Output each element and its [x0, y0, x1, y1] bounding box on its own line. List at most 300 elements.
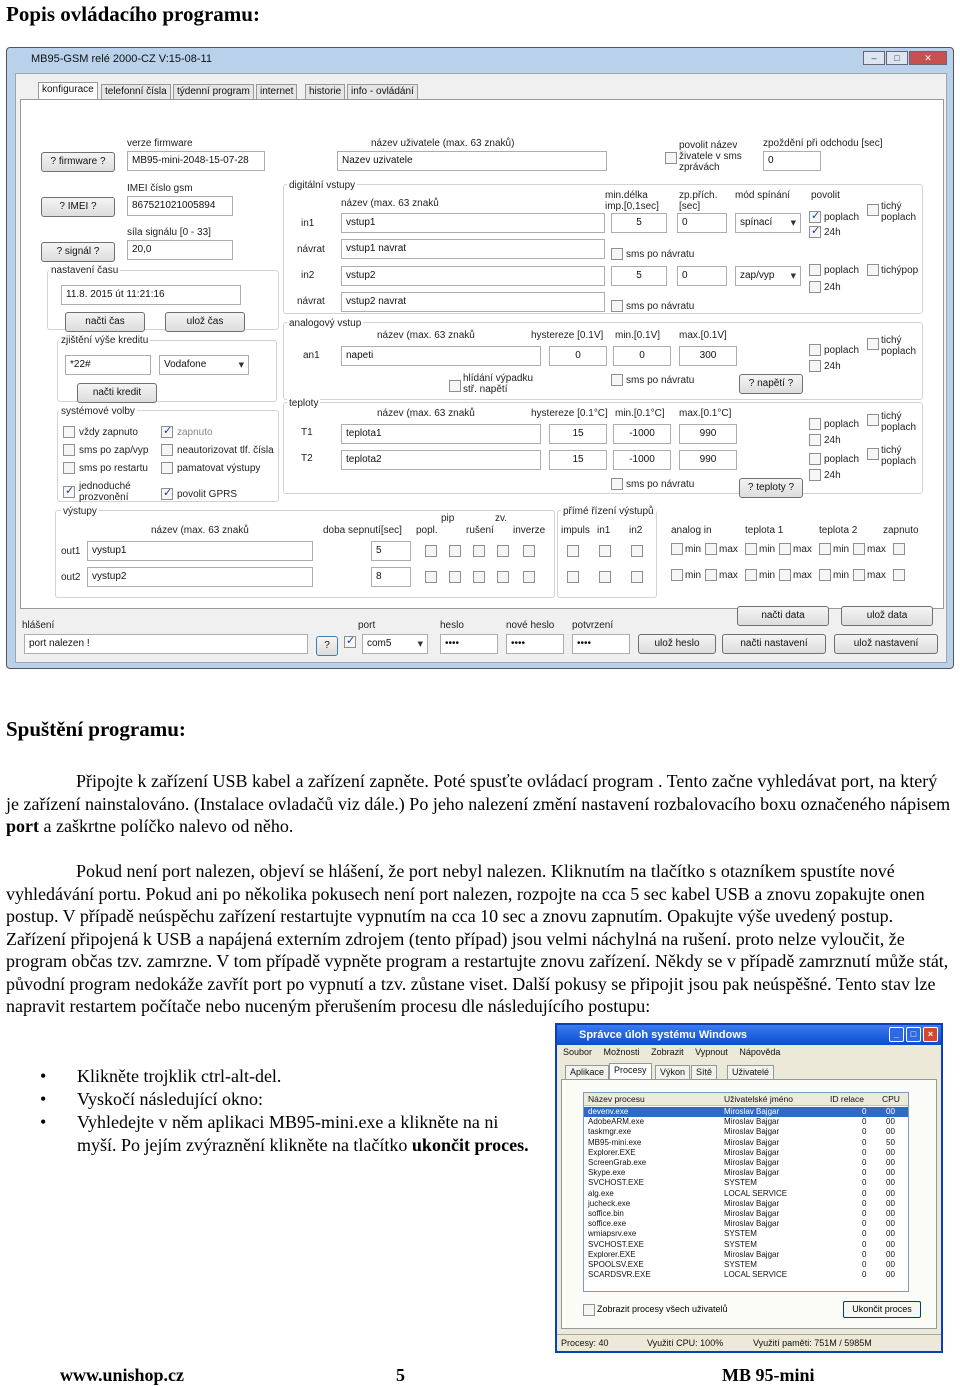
in1-mode-dropdown[interactable]: spínací ▼	[735, 213, 801, 233]
read-data-button[interactable]: načti data	[737, 606, 829, 626]
tab-processes[interactable]: Procesy	[609, 1063, 652, 1080]
user-name-cell: Miroslav Bajgar	[724, 1147, 780, 1157]
out2-t2-max-label: max	[867, 570, 886, 581]
user-name-cell: SYSTEM	[724, 1239, 757, 1249]
cpu-cell: 00	[886, 1188, 895, 1198]
temperature-label: teploty	[289, 398, 319, 409]
user-name-cell: Miroslav Bajgar	[724, 1219, 780, 1229]
process-list[interactable]	[583, 1092, 909, 1292]
label-gprs: povolit GPRS	[177, 489, 238, 500]
outputs-col-popl: popl.	[416, 525, 438, 536]
out2-impulse-checkbox[interactable]	[567, 571, 579, 583]
out2-pulse-field[interactable]: 8	[371, 567, 411, 587]
user-name-cell: Miroslav Bajgar	[724, 1107, 780, 1116]
show-all-users-checkbox[interactable]	[583, 1304, 595, 1316]
outputs-name-header: název (max. 63 znaků	[151, 525, 249, 536]
t2-max-field[interactable]: 990	[679, 450, 737, 470]
confirm-password-field[interactable]: ••••	[572, 634, 630, 654]
switch-on-header: zapnuto	[883, 525, 919, 536]
save-data-button[interactable]: ulož data	[841, 606, 933, 626]
new-password-field[interactable]: ••••	[506, 634, 564, 654]
menu-item-file[interactable]: Soubor	[563, 1047, 593, 1057]
out1-invert-checkbox[interactable]	[523, 545, 535, 557]
cpu-cell: 50	[886, 1137, 895, 1147]
minimize-icon[interactable]: –	[863, 51, 885, 65]
tab-konfigurace[interactable]: konfigurace	[38, 82, 98, 100]
paragraph-connect-a: Připojte k zařízení USB kabel a zařízení zapněte. Poté spusťte ovládací program . Tento začne vyhledávat port, na který je zařízení nainstalováno. (Instalace ovladačů viz dále.) Po jeho nalezení změní nastavení rozbalovacího boxu označeného nápisem	[6, 771, 951, 814]
out1-t1-max-checkbox[interactable]	[779, 543, 791, 555]
table-row[interactable]	[584, 1148, 908, 1158]
outputs-col-invert: inverze	[513, 525, 546, 536]
tab-info-ovladani[interactable]: info - ovládání	[347, 84, 418, 100]
an1-name-field[interactable]: napeti	[341, 346, 541, 366]
in2-alarm-label: poplach	[824, 265, 860, 276]
close-icon[interactable]: ×	[923, 1027, 938, 1042]
outputs-label: výstupy	[63, 506, 97, 517]
session-id-cell: 0	[862, 1188, 867, 1198]
analog-input-label: analogový vstup	[289, 318, 362, 329]
in1-alarm-label: poplach	[824, 212, 860, 223]
label-on: zapnuto	[177, 427, 213, 438]
table-row[interactable]	[584, 1240, 908, 1250]
session-id-cell: 0	[862, 1147, 867, 1157]
user-name-label: název uživatele (max. 63 znaků)	[371, 138, 515, 149]
in1-sms-return-checkbox[interactable]	[611, 248, 623, 260]
paragraph-connect	[6, 770, 954, 838]
out1-on-checkbox[interactable]	[893, 543, 905, 555]
an1-label: an1	[303, 350, 320, 361]
menu-item-view[interactable]: Zobrazit	[651, 1047, 684, 1057]
imei-field[interactable]: 867521021005894	[127, 196, 233, 216]
in1-min-field[interactable]: 5	[611, 213, 667, 233]
section-heading-start: Spuštění programu:	[6, 717, 186, 741]
status-field: port nalezen !	[24, 634, 308, 654]
user-name-cell: Miroslav Bajgar	[724, 1249, 780, 1259]
firmware-label: verze firmware	[127, 138, 193, 149]
operator-dropdown[interactable]: Vodafone ▼	[159, 355, 249, 375]
password-field[interactable]: ••••	[440, 634, 498, 654]
close-icon[interactable]: ✕	[909, 51, 947, 65]
read-settings-button[interactable]: načti nastavení	[722, 634, 826, 654]
process-name-cell: wmiapsrv.exe	[588, 1229, 637, 1239]
out2-t2-max-checkbox[interactable]	[853, 569, 865, 581]
menu-item-options[interactable]: Možnosti	[603, 1047, 640, 1057]
out1-t2-min-label: min	[833, 544, 850, 555]
an1-24h-checkbox[interactable]	[809, 360, 821, 372]
out2-analog-min-label: min	[685, 570, 702, 581]
status-label: hlášení	[22, 620, 55, 631]
out2-analog-max-label: max	[719, 570, 738, 581]
credit-code-field[interactable]: *22#	[65, 355, 151, 375]
list-item-bold: ukončit proces.	[411, 1135, 529, 1155]
checkbox-sms-restart[interactable]	[63, 462, 75, 474]
col-user-name[interactable]: Uživatelské jméno	[724, 1094, 793, 1104]
label-remember-outputs: pamatovat výstupy	[177, 463, 261, 474]
t2-alarm-checkbox[interactable]	[809, 453, 821, 465]
in2-delay-field[interactable]: 0	[677, 266, 727, 286]
out1-analog-min-checkbox[interactable]	[671, 543, 683, 555]
permit-user-name-label: povolit název živatele v sms zprávách	[679, 140, 742, 173]
save-password-button[interactable]: ulož heslo	[638, 634, 716, 654]
checkbox-sms-on-off[interactable]	[63, 444, 75, 456]
minimize-icon[interactable]: _	[889, 1027, 904, 1042]
out1-t1-min-label: min	[759, 544, 776, 555]
table-row[interactable]	[584, 1127, 908, 1137]
cpu-cell: 00	[886, 1249, 895, 1259]
out1-analog-max-label: max	[719, 544, 738, 555]
delay-label: zpoždění při odchodu [sec]	[763, 138, 883, 149]
out2-noise-checkbox[interactable]	[473, 571, 485, 583]
cpu-cell: 00	[886, 1158, 895, 1167]
user-name-cell: Miroslav Bajgar	[724, 1158, 780, 1167]
in2-min-field[interactable]: 5	[611, 266, 667, 286]
user-name-cell: LOCAL SERVICE	[724, 1188, 788, 1198]
direct-col-in1: in1	[597, 525, 611, 536]
table-row[interactable]	[584, 1178, 908, 1188]
save-time-button[interactable]: ulož čas	[165, 312, 245, 332]
session-id-cell: 0	[862, 1127, 867, 1137]
cpu-cell: 00	[886, 1117, 895, 1127]
t1-24h-checkbox[interactable]	[809, 434, 821, 446]
temp1-header: teplota 1	[745, 525, 784, 536]
out2-t1-min-checkbox[interactable]	[745, 569, 757, 581]
out1-pulse-field[interactable]: 5	[371, 541, 411, 561]
password-label: heslo	[440, 620, 464, 631]
label-simple-ring: jednoduché prozvonění	[79, 481, 131, 503]
in2-label: in2	[301, 270, 315, 281]
footer-product: MB 95-mini	[722, 1365, 815, 1385]
checkbox-gprs[interactable]	[161, 488, 173, 500]
an1-min-field[interactable]: 0	[613, 346, 671, 366]
outputs-col-pip: pip	[441, 513, 455, 524]
t2-silent-label: tichý poplach	[881, 445, 917, 467]
t2-24h-checkbox[interactable]	[809, 469, 821, 481]
t1-label: T1	[301, 427, 313, 438]
label-always-on: vždy zapnuto	[79, 427, 138, 438]
out2-analog-min-checkbox[interactable]	[671, 569, 683, 581]
t1-silent-checkbox[interactable]	[867, 414, 879, 426]
voltage-drop-checkbox[interactable]	[449, 380, 461, 392]
process-name-cell: Skype.exe	[588, 1168, 626, 1178]
out2-name-field[interactable]: vystup2	[87, 567, 313, 587]
col-session-id[interactable]: ID relace	[830, 1094, 865, 1104]
digital-name-header: název (max. 63 znaků	[341, 198, 439, 209]
in2-sms-return-checkbox[interactable]	[611, 300, 623, 312]
tab-telefonni-cisla[interactable]: telefonní čísla	[101, 84, 171, 100]
out2-analog-max-checkbox[interactable]	[705, 569, 717, 581]
table-row[interactable]	[584, 1117, 908, 1127]
out2-zv-checkbox[interactable]	[497, 571, 509, 583]
process-name-cell: MB95-mini.exe	[588, 1137, 642, 1147]
temp-sms-return-checkbox[interactable]	[611, 478, 623, 490]
session-id-cell: 0	[862, 1158, 867, 1167]
out1-analog-min-label: min	[685, 544, 702, 555]
session-id-cell: 0	[862, 1137, 867, 1147]
table-row[interactable]	[584, 1158, 908, 1168]
cpu-cell: 00	[886, 1168, 895, 1178]
table-row[interactable]	[584, 1229, 908, 1239]
process-name-cell: ScreenGrab.exe	[588, 1158, 647, 1167]
menu-item-shutdown[interactable]: Vypnout	[695, 1047, 728, 1057]
confirm-password-label: potvrzení	[572, 620, 614, 631]
process-name-cell: jucheck.exe	[588, 1198, 631, 1208]
t2-name-field[interactable]: teplota2	[341, 450, 541, 470]
an1-alarm-label: poplach	[824, 345, 860, 356]
user-name-cell: Miroslav Bajgar	[724, 1137, 780, 1147]
table-row[interactable]	[584, 1219, 908, 1229]
t1-hyst-field[interactable]: 15	[549, 424, 607, 444]
steps-list	[40, 1065, 540, 1157]
an1-alarm-checkbox[interactable]	[809, 344, 821, 356]
out2-in1-checkbox[interactable]	[599, 571, 611, 583]
out2-alarm-checkbox[interactable]	[425, 571, 437, 583]
in1-24h-checkbox[interactable]	[809, 226, 821, 238]
out2-t1-max-label: max	[793, 570, 812, 581]
voltage-button[interactable]: ? napětí ?	[739, 374, 803, 394]
list-item-text: Vyhledejte v něm aplikaci MB95-mini.exe a klikněte na ni myší. Po jejím zvýraznění klikněte na tlačítko	[77, 1112, 499, 1155]
table-row[interactable]	[584, 1107, 908, 1117]
out1-in2-checkbox[interactable]	[631, 545, 643, 557]
user-name-cell: Miroslav Bajgar	[724, 1168, 780, 1178]
in1-delay-field[interactable]: 0	[677, 213, 727, 233]
t2-silent-checkbox[interactable]	[867, 448, 879, 460]
in2-silent-checkbox[interactable]	[867, 264, 879, 276]
footer-website: www.unishop.cz	[60, 1365, 185, 1385]
cpu-cell: 00	[886, 1260, 895, 1269]
col-process-name[interactable]: Název procesu	[588, 1094, 645, 1104]
firmware-field[interactable]: MB95-mini-2048-15-07-28	[127, 151, 265, 171]
out2-t2-min-checkbox[interactable]	[819, 569, 831, 581]
session-id-cell: 0	[862, 1168, 867, 1178]
out1-t2-max-label: max	[867, 544, 886, 555]
system-options-label: systémové volby	[61, 406, 135, 417]
table-row[interactable]	[584, 1260, 908, 1270]
user-name-cell: Miroslav Bajgar	[724, 1117, 780, 1127]
analog-hyst-header: hystereze [0.1V]	[531, 330, 604, 341]
t1-min-field[interactable]: -1000	[613, 424, 671, 444]
in2-mode-dropdown[interactable]: zap/vyp ▼	[735, 266, 801, 286]
out1-t2-min-checkbox[interactable]	[819, 543, 831, 555]
checkbox-remember-outputs[interactable]	[161, 462, 173, 474]
temp-sms-return-label: sms po návratu	[626, 479, 695, 490]
col-cpu[interactable]: CPU	[882, 1094, 900, 1104]
new-password-label: nové heslo	[506, 620, 555, 631]
read-time-button[interactable]: načti čas	[65, 312, 145, 332]
table-row[interactable]	[584, 1250, 908, 1260]
in2-return-field[interactable]: vstup2 navrat	[341, 292, 605, 312]
in2-name-field[interactable]: vstup2	[341, 266, 605, 286]
out1-analog-max-checkbox[interactable]	[705, 543, 717, 555]
out1-label: out1	[61, 546, 81, 557]
out2-invert-checkbox[interactable]	[523, 571, 535, 583]
tab-historie[interactable]: historie	[305, 84, 345, 100]
table-row[interactable]	[584, 1209, 908, 1219]
direct-col-impulse: impuls	[561, 525, 590, 536]
tab-applications[interactable]: Aplikace	[565, 1065, 609, 1080]
task-manager-menu	[563, 1047, 789, 1057]
read-credit-button[interactable]: načti kredit	[77, 383, 157, 403]
footer-page-number: 5	[396, 1365, 405, 1385]
digital-minlen-header: min.délka imp.[0,1sec]	[605, 190, 659, 212]
outputs-pulse-header: doba sepnutí[sec]	[323, 525, 402, 536]
out1-zv-checkbox[interactable]	[497, 545, 509, 557]
in2-24h-checkbox[interactable]	[809, 281, 821, 293]
t1-alarm-label: poplach	[824, 419, 860, 430]
t2-label: T2	[301, 453, 313, 464]
outputs-col-noise: rušení	[466, 525, 494, 536]
out1-in1-checkbox[interactable]	[599, 545, 611, 557]
in1-24h-label: 24h	[824, 227, 841, 238]
checkbox-permit-user-name[interactable]	[665, 152, 677, 164]
in1-alarm-checkbox[interactable]	[809, 211, 821, 223]
out1-alarm-checkbox[interactable]	[425, 545, 437, 557]
port-checkbox[interactable]	[344, 636, 356, 648]
session-id-cell: 0	[862, 1249, 867, 1259]
out1-pip-checkbox[interactable]	[449, 545, 461, 557]
paragraph-port-not-found: Pokud není port nalezen, objeví se hlášení, že port nebyl nalezen. Kliknutím na tlačítko s otazníkem spustíte nové vyhledávání portu. Pokud ani po několika pokusech není port nalezen, rozpojte na cca 5 sec kabel USB a znovu zopakujte onen postup. V případě neúspěchu zařízení restartujte vypnutím na cca 10 sec a znovu zapnutím. Opakujte výše uvedený postup. Zařízení připojená k USB a napájená externím zdrojem (tento případ) jsou velmi náchylná na rušení. proto nelze vyloučit, že program občas tzv. zamrzne. V tom případě vypněte program a restartujte znovu zařízení. Někdy se v případě zamrznutí může stát, původní program nedokáže zavřít port po vypnutí a tzv. zůstane viset. Další pokusy se připojit jsou pak neúspěšné. Tento stav lze napravit restartem počítače nebo nuceným přerušením procesu dle následujícího postupu:	[6, 861, 949, 1016]
process-name-cell: soffice.exe	[588, 1219, 627, 1229]
t2-alarm-label: poplach	[824, 454, 860, 465]
t1-name-field[interactable]: teplota1	[341, 424, 541, 444]
delay-field[interactable]: 0	[763, 151, 821, 171]
user-name-cell: Miroslav Bajgar	[724, 1127, 780, 1137]
out1-t1-min-checkbox[interactable]	[745, 543, 757, 555]
label-no-authorize: neautorizovat tlf. čísla	[177, 445, 274, 456]
cpu-cell: 00	[886, 1198, 895, 1208]
firmware-button[interactable]: ? firmware ?	[41, 152, 115, 172]
session-id-cell: 0	[862, 1229, 867, 1239]
voltage-drop-label: hlídání výpadku stř. napětí	[463, 373, 534, 395]
process-name-cell: soffice.bin	[588, 1209, 624, 1218]
process-list-header	[584, 1093, 908, 1106]
t1-alarm-checkbox[interactable]	[809, 418, 821, 430]
end-process-button[interactable]: Ukončit proces	[843, 1301, 921, 1318]
maximize-icon[interactable]: □	[906, 1027, 921, 1042]
t2-min-field[interactable]: -1000	[613, 450, 671, 470]
show-all-users-label: Zobrazit procesy všech uživatelů	[597, 1304, 728, 1314]
out2-t2-min-label: min	[833, 570, 850, 581]
session-id-cell: 0	[862, 1198, 867, 1208]
t2-hyst-field[interactable]: 15	[549, 450, 607, 470]
an1-max-field[interactable]: 300	[679, 346, 737, 366]
tab-internet[interactable]: internet	[256, 84, 297, 100]
out2-t1-max-checkbox[interactable]	[779, 569, 791, 581]
out1-noise-checkbox[interactable]	[473, 545, 485, 557]
out2-on-checkbox[interactable]	[893, 569, 905, 581]
out1-impulse-checkbox[interactable]	[567, 545, 579, 557]
out1-t1-max-label: max	[793, 544, 812, 555]
outputs-col-zv: zv.	[495, 513, 508, 524]
checkbox-simple-ring[interactable]	[63, 486, 75, 498]
an1-silent-checkbox[interactable]	[867, 338, 879, 350]
cpu-cell: 00	[886, 1127, 895, 1137]
table-row[interactable]	[584, 1270, 908, 1280]
temp-hyst-header: hystereze [0.1°C]	[531, 408, 608, 419]
time-label: nastavení času	[51, 265, 119, 276]
task-manager-window	[555, 1023, 943, 1353]
analog-name-header: název (max. 63 znaků	[377, 330, 475, 341]
in1-silent-label: tichý poplach	[881, 201, 917, 223]
out2-in2-checkbox[interactable]	[631, 571, 643, 583]
time-field[interactable]: 11.8. 2015 út 11:21:16	[61, 285, 241, 305]
in2-24h-label: 24h	[824, 282, 841, 293]
tab-tydenni-program[interactable]: týdenní program	[173, 84, 254, 100]
in1-return-field[interactable]: vstup1 navrat	[341, 239, 605, 259]
cpu-cell: 00	[886, 1239, 895, 1249]
direct-control-label: přímé řízení výstupů	[563, 506, 654, 517]
checkbox-on[interactable]	[161, 426, 173, 438]
process-name-cell: SVCHOST.EXE	[588, 1178, 645, 1188]
cpu-cell: 00	[886, 1147, 895, 1157]
in2-return-label: návrat	[297, 296, 325, 307]
status-memory: Využití paměti: 751M / 5985M	[753, 1338, 872, 1348]
out1-name-field[interactable]: vystup1	[87, 541, 313, 561]
paragraph-connect-port: port	[6, 816, 39, 836]
tab-performance[interactable]: Výkon	[655, 1065, 690, 1080]
table-row[interactable]	[584, 1168, 908, 1178]
t1-max-field[interactable]: 990	[679, 424, 737, 444]
cpu-cell: 00	[886, 1270, 895, 1280]
tab-users[interactable]: Uživatelé	[727, 1065, 774, 1080]
imei-button[interactable]: ? IMEI ?	[41, 197, 115, 217]
in2-alarm-checkbox[interactable]	[809, 264, 821, 276]
port-dropdown[interactable]: com5 ▼	[362, 634, 428, 654]
out2-t1-min-label: min	[759, 570, 776, 581]
cpu-cell: 00	[886, 1107, 895, 1116]
signal-field[interactable]: 20,0	[127, 240, 233, 260]
an1-hyst-field[interactable]: 0	[549, 346, 607, 366]
table-row[interactable]	[584, 1189, 908, 1199]
menu-item-help[interactable]: Nápověda	[739, 1047, 781, 1057]
session-id-cell: 0	[862, 1178, 867, 1188]
process-name-cell: taskmgr.exe	[588, 1127, 632, 1137]
process-name-cell: SCARDSVR.EXE	[588, 1270, 651, 1280]
cpu-cell: 00	[886, 1178, 895, 1188]
maximize-icon[interactable]: □	[886, 51, 908, 65]
list-item: • Vyskočí následující okno:	[40, 1088, 540, 1111]
temp-max-header: max.[0.1°C]	[679, 408, 732, 419]
user-name-cell: LOCAL SERVICE	[724, 1270, 788, 1280]
task-manager-status-bar	[557, 1334, 941, 1351]
process-name-cell: SVCHOST.EXE	[588, 1239, 645, 1249]
port-label: port	[358, 620, 376, 631]
user-name-field[interactable]: Nazev uzivatele	[337, 151, 607, 171]
out1-t2-max-checkbox[interactable]	[853, 543, 865, 555]
checkbox-no-authorize[interactable]	[161, 444, 173, 456]
in1-name-field[interactable]: vstup1	[341, 213, 605, 233]
an1-sms-return-checkbox[interactable]	[611, 374, 623, 386]
out2-pip-checkbox[interactable]	[449, 571, 461, 583]
save-settings-button[interactable]: ulož nastavení	[834, 634, 938, 654]
user-name-cell: Miroslav Bajgar	[724, 1209, 780, 1218]
analog-in-header: analog in	[671, 525, 712, 536]
table-row[interactable]	[584, 1138, 908, 1148]
session-id-cell: 0	[862, 1270, 867, 1280]
process-name-cell: alg.exe	[588, 1188, 614, 1198]
user-name-cell: SYSTEM	[724, 1260, 757, 1269]
t1-silent-label: tichý poplach	[881, 411, 917, 433]
temperature-button[interactable]: ? teploty ?	[739, 478, 803, 498]
table-row[interactable]	[584, 1199, 908, 1209]
process-name-cell: devenv.exe	[588, 1107, 629, 1116]
checkbox-always-on[interactable]	[63, 426, 75, 438]
tab-networking[interactable]: Sítě	[691, 1065, 717, 1080]
search-port-button[interactable]: ?	[316, 636, 338, 656]
digital-inputs-label: digitální vstupy	[289, 180, 356, 191]
in1-silent-checkbox[interactable]	[867, 204, 879, 216]
signal-button[interactable]: ? signál ?	[41, 242, 115, 262]
label-sms-restart: sms po restartu	[79, 463, 148, 474]
